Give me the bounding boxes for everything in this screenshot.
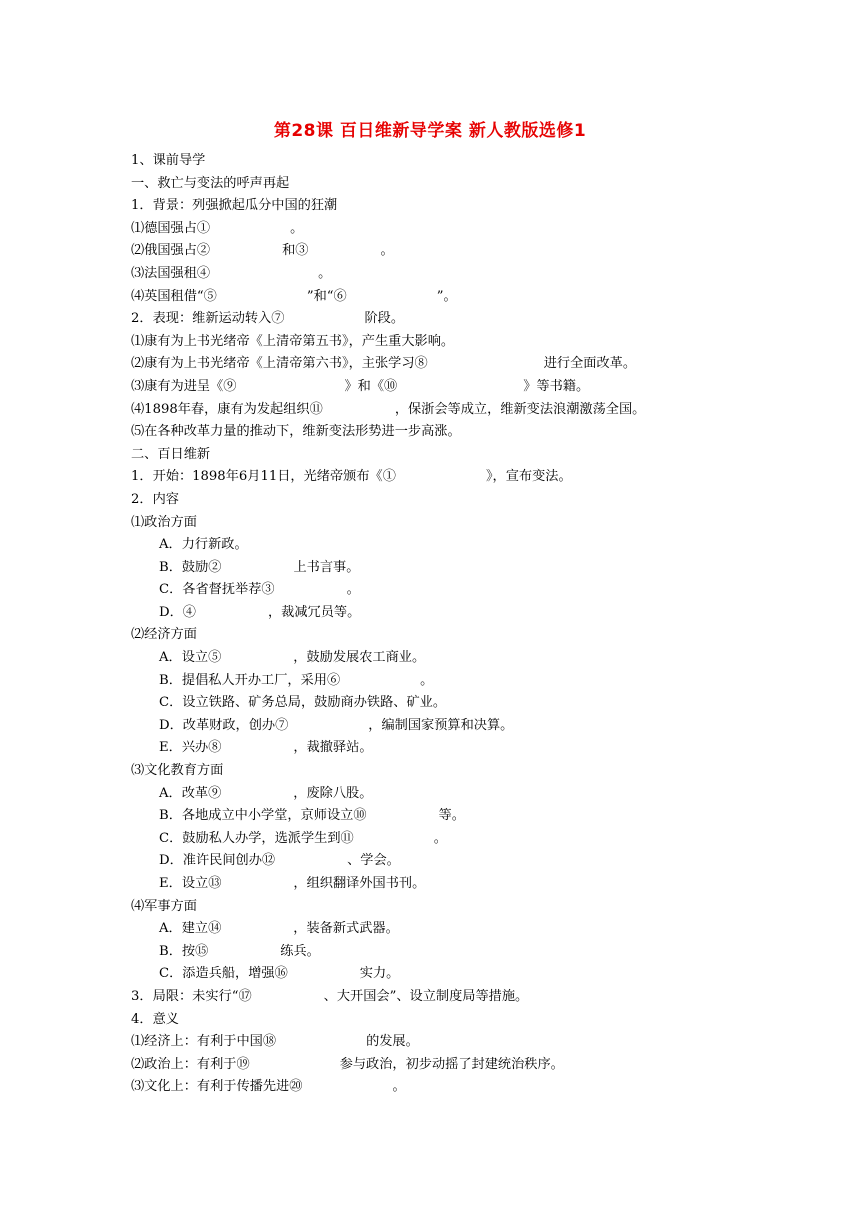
text-line [131, 1076, 771, 1099]
text-segment: 、大开国会”、设立制度局等措施。 [323, 988, 529, 1004]
text-segment: 。 [318, 265, 332, 281]
text-segment: 练兵。 [280, 943, 320, 959]
text-segment: ，组织翻译外国书刊。 [293, 876, 426, 891]
text-line [131, 783, 771, 806]
text-segment: 一、救亡与变法的呼声再起 [131, 175, 290, 191]
text-segment: ，装备新式武器。 [293, 921, 399, 937]
text-line [131, 647, 771, 670]
text-line [131, 512, 771, 535]
document-body [131, 150, 771, 1099]
text-segment: A．建立⑭ [159, 921, 222, 937]
text-line [131, 963, 771, 986]
text-segment: ⑷1898年春，康有为发起组织⑪ [131, 401, 323, 417]
text-segment: D．改革财政，创办⑦ [159, 717, 289, 733]
text-segment: ，废除八股。 [293, 785, 373, 801]
text-segment: ⑴政治方面 [131, 514, 197, 530]
text-line [131, 173, 771, 196]
text-segment: 。 [433, 830, 447, 846]
text-segment: ⑶文化教育方面 [131, 763, 224, 779]
text-segment: ，保浙会等成立，维新变法浪潮激荡全国。 [394, 401, 646, 417]
text-segment: ⑶法国强租④ [131, 265, 211, 281]
text-segment: B．提倡私人开办工厂，采用⑥ [159, 672, 341, 688]
text-line [131, 986, 771, 1009]
text-segment: 实力。 [359, 966, 400, 982]
text-line [131, 534, 771, 557]
text-segment: 的发展。 [366, 1034, 419, 1050]
text-segment: ，裁减冗员等。 [267, 604, 361, 620]
text-line [131, 850, 771, 873]
text-segment: ，鼓励发展农工商业。 [293, 650, 426, 666]
text-segment: ⑵政治上：有利于⑲ [131, 1056, 250, 1072]
text-segment: E．设立⑬ [159, 876, 222, 891]
text-line [131, 670, 771, 693]
text-segment: 1．开始：1898年6月11日，光绪帝颁布《① [131, 469, 396, 485]
text-segment: A．力行新政。 [159, 537, 248, 553]
text-line [131, 399, 771, 422]
text-segment: 4．意义 [131, 1011, 179, 1027]
text-segment: 2．表现：维新运动转入⑦ [131, 311, 285, 327]
text-segment: B．各地成立中小学堂，京师设立⑩ [159, 808, 367, 824]
text-segment: A．改革⑨ [159, 785, 222, 801]
text-segment: 。 [290, 220, 304, 236]
text-line [131, 579, 771, 602]
text-segment: ”和“⑥ [306, 288, 347, 304]
text-segment: ⑴经济上：有利于中国⑱ [131, 1034, 277, 1050]
text-line [131, 286, 771, 309]
text-segment: 。 [420, 672, 434, 688]
text-segment: D．准许民间创办⑫ [159, 853, 276, 869]
text-segment: ⑴康有为上书光绪帝《上清帝第五书》，产生重大影响。 [131, 333, 455, 349]
text-line [131, 308, 771, 331]
text-line [131, 602, 771, 625]
text-line [131, 421, 771, 444]
text-line [131, 760, 771, 783]
text-segment: C．添造兵船，增强⑯ [159, 966, 288, 982]
text-line [131, 896, 771, 919]
text-segment: E．兴办⑧ [159, 740, 222, 756]
text-segment: C．鼓励私人办学，选派学生到⑪ [159, 830, 354, 846]
text-line [131, 692, 771, 715]
text-segment: 1、课前导学 [131, 153, 206, 168]
text-line [131, 150, 771, 173]
text-segment: ⑵经济方面 [131, 627, 197, 643]
text-segment: ⑵康有为上书光绪帝《上清帝第六书》，主张学习⑧ [131, 356, 428, 372]
text-line [131, 1054, 771, 1077]
text-segment: 》等书籍。 [523, 378, 590, 394]
text-segment: 。 [380, 243, 394, 259]
text-line [131, 941, 771, 964]
text-segment: B．按⑮ [159, 943, 209, 959]
text-line [131, 715, 771, 738]
text-segment: ⑵俄国强占② [131, 243, 211, 259]
text-line [131, 489, 771, 512]
text-segment: 上书言事。 [293, 559, 360, 575]
text-line [131, 805, 771, 828]
text-segment: C．设立铁路、矿务总局，鼓励商办铁路、矿业。 [159, 695, 447, 711]
text-line [131, 444, 771, 467]
text-line [131, 918, 771, 941]
text-segment: 。 [346, 582, 360, 598]
text-segment: 3．局限：未实行“⑰ [131, 988, 252, 1004]
text-line [131, 195, 771, 218]
text-segment: ⑷英国租借“⑤ [131, 288, 217, 304]
text-line [131, 1009, 771, 1032]
text-segment: 1．背景：列强掀起瓜分中国的狂潮 [131, 198, 338, 214]
text-segment: ，裁撤驿站。 [293, 740, 373, 756]
text-line [131, 557, 771, 580]
text-segment: ⑶康有为进呈《⑨ [131, 378, 237, 394]
text-segment: ⑸在各种改革力量的推动下，维新变法形势进一步高涨。 [131, 424, 461, 440]
text-segment: 二、百日维新 [131, 446, 211, 462]
text-line [131, 218, 771, 241]
text-line [131, 466, 771, 489]
text-segment: ，编制国家预算和决算。 [368, 717, 514, 733]
text-segment: 等。 [438, 808, 465, 824]
text-line [131, 828, 771, 851]
text-line [131, 240, 771, 263]
text-segment: D．④ [159, 604, 196, 620]
text-line [131, 376, 771, 399]
text-segment: 阶段。 [364, 311, 405, 327]
text-line [131, 1031, 771, 1054]
text-segment: 和③ [282, 243, 309, 259]
text-segment: ⑶文化上：有利于传播先进⑳ [131, 1079, 303, 1095]
text-line [131, 263, 771, 286]
text-segment: ⑴德国强占① [131, 220, 211, 236]
text-line [131, 873, 771, 896]
text-line [131, 624, 771, 647]
text-segment: 。 [392, 1079, 406, 1095]
text-segment: ⑷军事方面 [131, 898, 197, 914]
text-segment: C．各省督抚举荐③ [159, 582, 275, 598]
text-line [131, 737, 771, 760]
text-segment: 、学会。 [347, 853, 400, 869]
text-segment: A．设立⑤ [159, 650, 222, 666]
text-segment: 》和《⑩ [344, 378, 398, 394]
text-segment: B．鼓励② [159, 559, 222, 575]
text-segment: 》，宣布变法。 [485, 469, 572, 485]
text-segment: 2．内容 [131, 491, 179, 507]
text-segment: ”。 [436, 288, 457, 304]
text-segment: 参与政治，初步动摇了封建统治秩序。 [339, 1056, 564, 1072]
document-title: 第28课 百日维新导学案 新人教版选修1 [273, 121, 587, 141]
text-segment: 进行全面改革。 [543, 356, 637, 372]
text-line [131, 331, 771, 354]
text-line [131, 353, 771, 376]
